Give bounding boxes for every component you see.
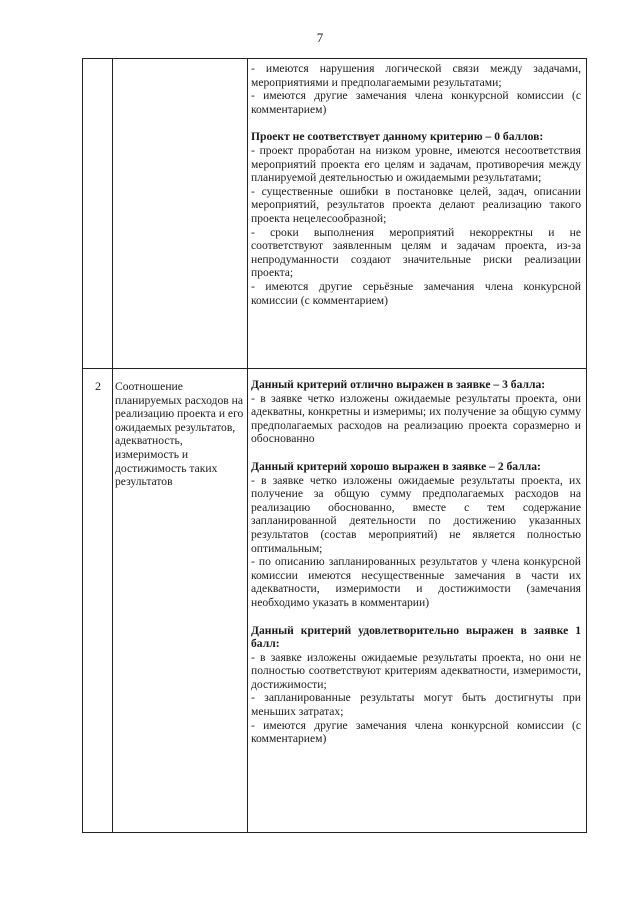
score-header: Данный критерий удовлетворительно выражен в заявке 1 балл: <box>251 623 581 651</box>
row1-criterion-text <box>251 62 581 307</box>
score-header: Данный критерий отлично выражен в заявке – 3 балла: <box>251 378 546 391</box>
list-item: - в заявке изложены ожидаемые результаты проекта, но они не полностью соответствуют критериям адекватности, измеримости, достижимости; <box>251 650 581 691</box>
list-item: - сроки выполнения мероприятий некорректны и не соответствуют заявленным целям и задачам проекта, из-за непродуманности создают значительные риски реализации проекта; <box>251 225 581 280</box>
column-divider-1 <box>112 58 113 833</box>
list-item: - по описанию запланированных результатов у члена конкурсной комиссии имеются несущественные замечания в части их адекватности, измеримости и достижимости (замечания необходимо указать в комментарии) <box>251 555 581 609</box>
list-item: - имеются другие замечания члена конкурсной комиссии (с комментарием) <box>251 718 581 746</box>
left-border <box>82 58 83 833</box>
score-header: Данный критерий хорошо выражен в заявке – 2 балла: <box>251 459 541 473</box>
criterion-name: Соотношение планируемых расходов на реализацию проекта и его ожидаемых результатов, адекватность, измеримость и достижимость таких результатов <box>115 380 244 489</box>
row-number: 2 <box>95 379 101 393</box>
list-item: - имеются другие серьёзные замечания члена конкурсной комиссии (с комментарием) <box>251 279 581 307</box>
list-item: - имеются нарушения логической связи между задачами, мероприятиями и предполагаемыми результатами; <box>251 62 581 89</box>
list-item: - проект проработан на низком уровне, имеются несоответствия мероприятий проекта его целям и задачам, противоречия между планируемой деятельностью и ожидаемыми результатами; <box>251 143 581 185</box>
page-number: 7 <box>316 30 324 45</box>
list-item: - существенные ошибки в постановке целей, задач, описании мероприятий, результатов проекта делают реализацию такого проекта нецелесообразной; <box>251 184 581 225</box>
score-header: Проект не соответствует данному критерию – 0 баллов: <box>251 130 544 144</box>
list-item: - в заявке четко изложены ожидаемые результаты проекта, их получение за общую сумму предполагаемых расходов на реализацию обоснованно, вместе с тем содержание запланированной деятельности по достижению указанных результатов (состав мероприятий) не является полностью оптимальным; <box>251 473 581 555</box>
list-item: - запланированные результаты могут быть достигнуты при меньших затратах; <box>251 691 581 719</box>
table-top-border <box>82 58 587 59</box>
row-divider <box>82 368 587 369</box>
column-divider-2 <box>247 58 248 833</box>
row2-criterion-text <box>251 378 581 746</box>
table-bottom-border <box>82 832 587 833</box>
list-item: - имеются другие замечания члена конкурсной комиссии (с комментарием) <box>251 89 581 116</box>
list-item: - в заявке четко изложены ожидаемые результаты проекта, они адекватны, конкретны и измеримы; их получение за общую сумму предполагаемых расходов на реализацию проекта соразмерно и обоснованно <box>251 391 581 446</box>
right-border <box>586 58 587 833</box>
